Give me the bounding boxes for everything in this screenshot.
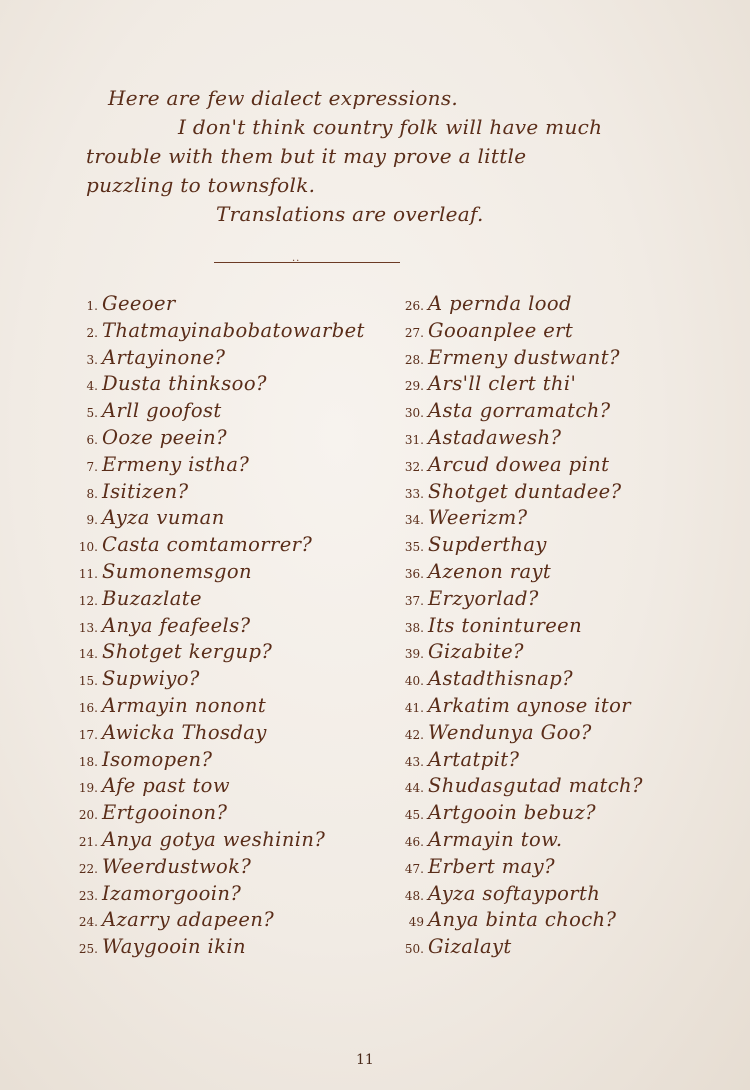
- expression-number: 18.: [78, 754, 98, 769]
- expression-text: Anya feafeels?: [102, 613, 251, 637]
- expression-text: Casta comtamorrer?: [102, 533, 313, 557]
- expression-item: [388, 613, 718, 640]
- expression-number: 16.: [78, 700, 98, 715]
- expression-number: 27.: [404, 325, 424, 340]
- expression-text: Arcud dowea pint: [428, 452, 610, 476]
- expression-text: Ayza vuman: [102, 506, 225, 530]
- expression-number: 36.: [404, 566, 424, 581]
- expression-text: Ooze peein?: [102, 425, 227, 449]
- expression-number: 15.: [78, 674, 98, 689]
- expression-text: Ayza softayporth: [428, 881, 601, 905]
- expression-text: Its tonintureen: [428, 613, 583, 637]
- expression-item: [388, 371, 718, 398]
- expression-text: Shudasgutad match?: [428, 774, 643, 798]
- expression-text: Waygooin ikin: [102, 935, 246, 959]
- expression-text: Gooanplee ert: [428, 318, 574, 342]
- expression-item: [62, 747, 392, 774]
- expression-text: Erbert may?: [428, 854, 555, 878]
- expression-text: Izamorgooin?: [102, 881, 242, 905]
- expression-text: Ertgooinon?: [102, 801, 228, 825]
- expression-number: 22.: [78, 861, 98, 876]
- expression-text: Shotget duntadee?: [428, 479, 622, 503]
- expression-number: 11.: [78, 566, 98, 581]
- expression-number: 37.: [404, 593, 424, 608]
- expression-text: Weerdustwok?: [102, 854, 252, 878]
- expression-item: [62, 345, 392, 372]
- expression-item: [388, 747, 718, 774]
- expression-text: Afe past tow: [102, 774, 230, 798]
- expression-item: [388, 827, 718, 854]
- expression-item: [62, 318, 392, 345]
- expression-number: 45.: [404, 808, 424, 823]
- expression-item: [62, 452, 392, 479]
- expression-text: Gizalayt: [428, 935, 512, 959]
- expression-item: [388, 559, 718, 586]
- expression-text: Artayinone?: [102, 345, 226, 369]
- expression-item: [62, 907, 392, 934]
- expression-number: 48.: [404, 888, 424, 903]
- expression-text: Azarry adapeen?: [102, 908, 275, 932]
- expression-text: Anya binta choch?: [428, 908, 617, 932]
- intro-line: I don't think country folk will have much: [178, 115, 603, 139]
- expression-text: Erzyorlad?: [428, 586, 539, 610]
- expression-item: [388, 505, 718, 532]
- expression-text: A pernda lood: [428, 292, 572, 315]
- expression-number: 20.: [78, 808, 98, 823]
- expression-item: [62, 613, 392, 640]
- expression-item: [388, 398, 718, 425]
- expression-item: [388, 800, 718, 827]
- expression-item: [388, 532, 718, 559]
- expression-item: [62, 773, 392, 800]
- expression-number: 7.: [86, 459, 98, 474]
- expression-text: Artgooin bebuz?: [428, 801, 596, 825]
- expression-item: [388, 425, 718, 452]
- expression-text: Asta gorramatch?: [428, 399, 611, 423]
- expression-item: [388, 479, 718, 506]
- expression-text: Isitizen?: [102, 479, 189, 503]
- expression-item: [62, 827, 392, 854]
- intro-line: puzzling to townsfolk.: [86, 173, 316, 197]
- expression-number: 40.: [404, 674, 424, 689]
- expression-item: [388, 773, 718, 800]
- expression-text: Isomopen?: [102, 747, 213, 771]
- expression-text: Armayin tow.: [428, 827, 563, 851]
- expression-text: Azenon rayt: [428, 559, 552, 583]
- expression-item: [62, 800, 392, 827]
- intro-line: Here are few dialect expressions.: [108, 86, 459, 110]
- expression-text: Buzazlate: [102, 586, 202, 610]
- expression-number: 34.: [404, 513, 424, 528]
- intro-paragraph: [86, 84, 706, 229]
- expression-text: Ermeny dustwant?: [428, 345, 620, 369]
- expression-text: Arll goofost: [102, 399, 222, 423]
- expression-number: 21.: [78, 834, 98, 849]
- expression-number: 1.: [86, 299, 98, 313]
- expression-item: [62, 586, 392, 613]
- expression-item: [388, 693, 718, 720]
- expression-item: [388, 720, 718, 747]
- expression-number: 41.: [404, 700, 424, 715]
- expression-item: [62, 639, 392, 666]
- expression-item: [388, 907, 718, 934]
- expression-item: [388, 881, 718, 908]
- expression-number: 33.: [404, 486, 424, 501]
- expression-text: Thatmayinabobatowarbet: [102, 318, 365, 342]
- expression-item: [62, 559, 392, 586]
- expression-text: Geeoer: [102, 292, 176, 315]
- expression-item: [62, 693, 392, 720]
- expression-text: Supderthay: [428, 533, 547, 557]
- intro-line: trouble with them but it may prove a little: [86, 144, 527, 168]
- expression-number: 6.: [86, 432, 98, 447]
- expression-text: Wendunya Goo?: [428, 720, 592, 744]
- expression-item: [388, 452, 718, 479]
- expression-text: Astadawesh?: [428, 425, 562, 449]
- expression-item: [62, 934, 392, 961]
- expression-item: [388, 345, 718, 372]
- expression-number: 2.: [86, 325, 98, 340]
- expression-item: [62, 479, 392, 506]
- expression-number: 50.: [404, 942, 424, 957]
- expression-text: Arkatim aynose itor: [428, 693, 632, 717]
- expression-item: [388, 639, 718, 666]
- expression-item: [388, 666, 718, 693]
- expression-text: Awicka Thosday: [102, 720, 267, 744]
- expression-number: 13.: [78, 620, 98, 635]
- expression-text: Armayin nonont: [102, 693, 267, 717]
- page-number: 11: [356, 1052, 374, 1068]
- expression-number: 5.: [86, 406, 98, 421]
- expression-text: Supwiyo?: [102, 667, 200, 691]
- expression-text: Weerizm?: [428, 506, 528, 530]
- intro-line: Translations are overleaf.: [216, 202, 484, 226]
- expression-item: [62, 666, 392, 693]
- expression-number: 10.: [78, 540, 98, 555]
- expression-item: [62, 291, 392, 318]
- expression-number: 19.: [78, 781, 98, 796]
- expression-number: 29.: [404, 379, 424, 394]
- expression-number: 39.: [404, 647, 424, 662]
- expression-number: 31.: [404, 432, 424, 447]
- expression-number: 32.: [404, 459, 424, 474]
- expression-item: [388, 291, 718, 318]
- expression-item: [62, 532, 392, 559]
- expression-item: [388, 318, 718, 345]
- expression-number: 30.: [404, 406, 424, 421]
- expression-number: 24.: [78, 915, 98, 930]
- expression-text: Dusta thinksoo?: [102, 372, 267, 396]
- expression-item: [62, 371, 392, 398]
- expression-item: [388, 854, 718, 881]
- expression-text: Ars'll clert thi': [428, 372, 577, 396]
- expression-item: [388, 586, 718, 613]
- expression-item: [62, 720, 392, 747]
- expression-number: 17.: [78, 727, 98, 742]
- expression-number: 44.: [404, 781, 424, 796]
- expression-text: Sumonemsgon: [102, 559, 252, 583]
- section-divider: [214, 253, 400, 264]
- expression-number: 4.: [86, 379, 98, 394]
- expressions-list-left: [62, 291, 392, 961]
- expression-number: 26.: [404, 299, 424, 313]
- expression-item: [62, 881, 392, 908]
- expression-number: 14.: [78, 647, 98, 662]
- expression-number: 46.: [404, 834, 424, 849]
- expression-number: 23.: [78, 888, 98, 903]
- expression-number: 9.: [86, 513, 98, 528]
- expression-number: 42.: [404, 727, 424, 742]
- expression-text: Astadthisnap?: [428, 667, 573, 691]
- expression-number: 12.: [78, 593, 98, 608]
- expression-number: 8.: [86, 486, 98, 501]
- expressions-list-right: [388, 291, 718, 961]
- expression-item: [62, 398, 392, 425]
- divider-dots: ..: [292, 253, 301, 264]
- expression-text: Anya gotya weshinin?: [102, 827, 326, 851]
- expression-item: [62, 854, 392, 881]
- expression-number: 43.: [404, 754, 424, 769]
- expression-number: 47.: [404, 861, 424, 876]
- expression-item: [62, 505, 392, 532]
- expression-number: 28.: [404, 352, 424, 367]
- expression-text: Artatpit?: [428, 747, 520, 771]
- expression-number: 38.: [404, 620, 424, 635]
- expression-text: Gizabite?: [428, 640, 524, 664]
- expression-number: 49: [408, 915, 424, 930]
- expression-text: Ermeny istha?: [102, 452, 250, 476]
- expression-text: Shotget kergup?: [102, 640, 273, 664]
- expression-number: 35.: [404, 540, 424, 555]
- expression-number: 25.: [78, 942, 98, 957]
- expression-number: 3.: [86, 352, 98, 367]
- expression-item: [62, 425, 392, 452]
- expression-item: [388, 934, 718, 961]
